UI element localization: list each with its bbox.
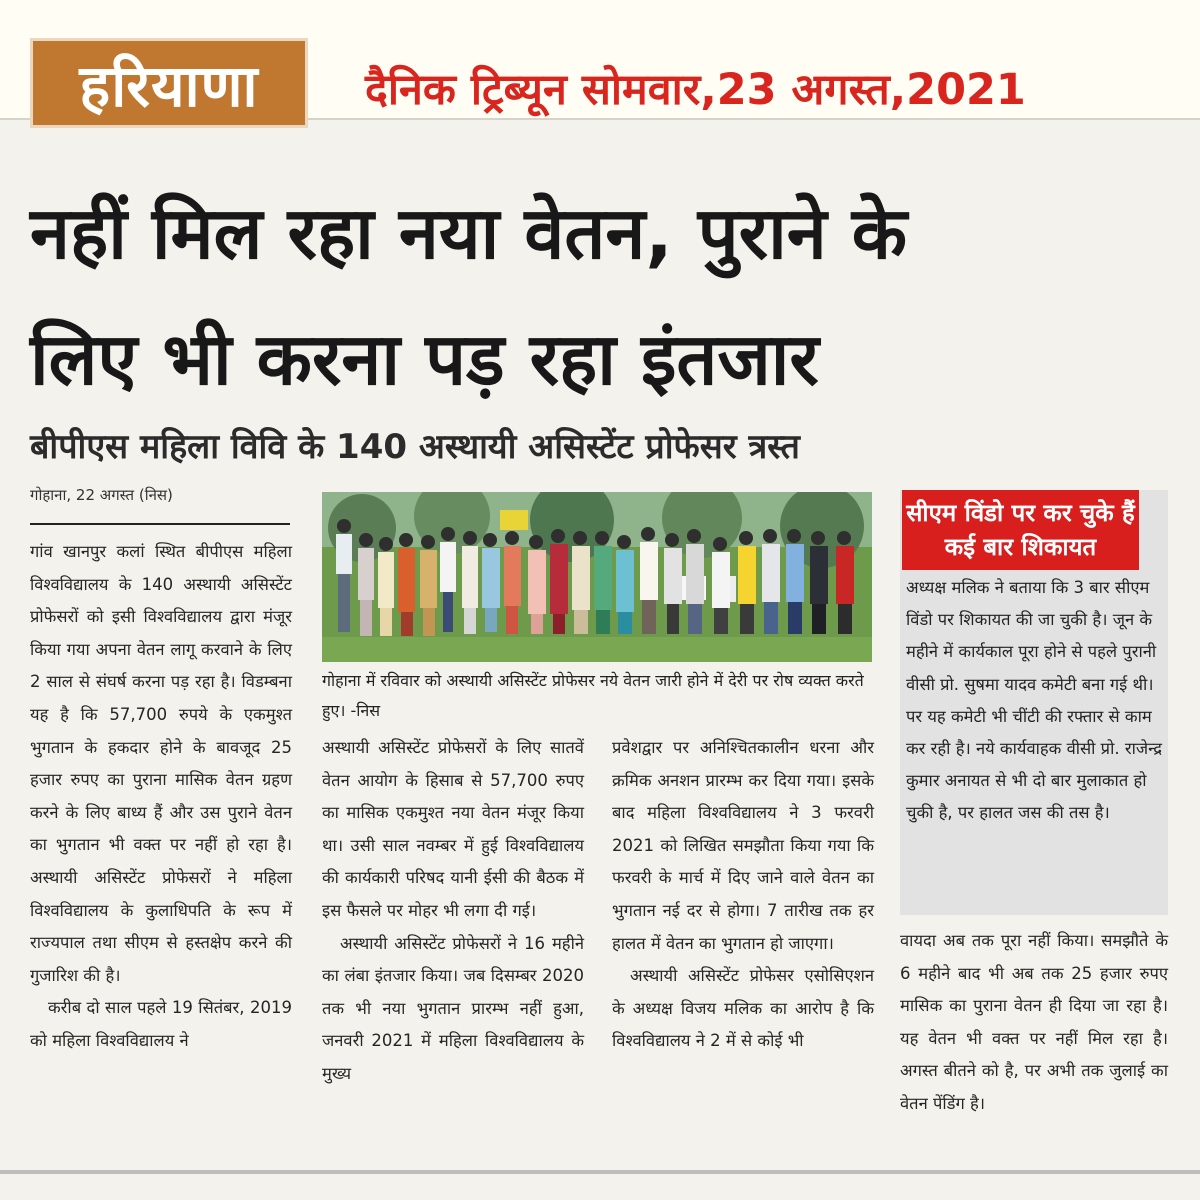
section-label: हरियाणा [30,38,308,128]
article-photo [322,492,872,662]
headline-line-2: लिए भी करना पड़ रहा इंतजार [30,317,819,401]
column-4-paragraph-1: वायदा अब तक पूरा नहीं किया। समझौते के 6 महीने बाद भी अब तक 25 हजार रुपए मासिक का पुराना वेतन ही दिया जा रहा है। यह वेतन भी वक्त पर नहीं मिल रहा है। अगस्त बीतने को है, पर अभी तक जुलाई का वेतन पेंडिंग है। [900,931,1168,1113]
photo-caption: गोहाना में रविवार को अस्थायी असिस्टेंट प्रोफेसर नये वेतन जारी होने में देरी पर रोष व्यक्त करते हुए। -निस [322,671,864,720]
column-1-paragraph-2: करीब दो साल पहले 19 सितंबर, 2019 को महिला विश्वविद्यालय ने [30,998,292,1050]
article-column-2 [322,732,584,1091]
dateline-divider [30,523,290,525]
article-column-3 [612,732,874,1058]
column-2-paragraph-2: अस्थायी असिस्टेंट प्रोफेसरों ने 16 महीने का लंबा इंतजार किया। जब दिसम्बर 2020 तक भी नया भुगतान प्रारम्भ नहीं हुआ, जनवरी 2021 में महिला विश्वविद्यालय के मुख्य [322,933,584,1083]
column-2-paragraph-1: अस्थायी असिस्टेंट प्रोफेसरों के लिए सातवें वेतन आयोग के हिसाब से 57,700 रुपए का मासिक एकमुश्त नया वेतन मंजूर किया था। उसी साल नवम्बर में हुई विश्वविद्यालय की कार्यकारी परिषद यानी ईसी की बैठक में इस फैसले पर मोहर भी लगा दी गई। [322,738,584,920]
headline [30,170,1175,422]
newspaper-masthead: दैनिक ट्रिब्यून सोमवार,23 अगस्त,2021 [365,65,1026,115]
dateline: गोहाना, 22 अगस्त (निस) [30,486,173,504]
sidebar-title: सीएम विंडो पर कर चुके हैं कई बार शिकायत [902,490,1139,570]
subheadline: बीपीएस महिला विवि के 140 अस्थायी असिस्टेंट प्रोफेसर त्रस्त [30,427,800,467]
headline-line-1: नहीं मिल रहा नया वेतन, पुराने के [30,191,908,275]
column-3-paragraph-2: अस्थायी असिस्टेंट प्रोफेसर एसोसिएशन के अध्यक्ष विजय मलिक का आरोप है कि विश्वविद्यालय ने 2 में से कोई भी [612,966,874,1051]
column-1-paragraph-1: गांव खानपुर कलां स्थित बीपीएस महिला विश्वविद्यालय के 140 अस्थायी असिस्टेंट प्रोफेसरों को इसी विश्वविद्यालय द्वारा मंजूर किया गया अपना वेतन लागू करवाने के लिए 2 साल से संघर्ष करना पड़ रहा है। विडम्बना यह है कि 57,700 रुपये के एकमुश्त भुगतान के हकदार होने के बावजूद 25 हजार रुपए का पुराना मासिक वेतन ग्रहण करने के लिए बाध्य हैं और उस पुराने वेतन का भुगतान भी वक्त पर नहीं हो रहा है। अस्थायी असिस्टेंट प्रोफेसरों ने महिला विश्वविद्यालय के कुलाधिपति के रूप में राज्यपाल तथा सीएम से हस्तक्षेप करने की गुजारिश की है। [30,542,292,985]
article-column-4 [900,925,1168,1121]
article-column-1 [30,536,292,1058]
protest-photo-illustration [322,492,872,662]
bottom-divider [0,1170,1200,1174]
column-3-paragraph-1: प्रवेशद्वार पर अनिश्चितकालीन धरना और क्रमिक अनशन प्रारम्भ कर दिया गया। इसके बाद महिला विश्वविद्यालय ने 3 फरवरी 2021 को लिखित समझौता किया गया कि फरवरी के मार्च में दिए जाने वाले वेतन का भुगतान नई दर से होगा। 7 तारीख तक हर हालत में वेतन का भुगतान हो जाएगा। [612,738,874,953]
sidebar-text: अध्यक्ष मलिक ने बताया कि 3 बार सीएम विंडो पर शिकायत की जा चुकी है। जून के महीने में कार्यकाल पूरा होने से पहले पुरानी वीसी प्रो. सुषमा यादव कमेटी बना गई थी। पर यह कमेटी भी चींटी की रफ्तार से काम कर रही है। नये कार्यवाहक वीसी प्रो. राजेन्द्र कुमार अनायत से भी दो बार मुलाकात हो चुकी है, पर हालत जस की तस है। [906,578,1162,823]
